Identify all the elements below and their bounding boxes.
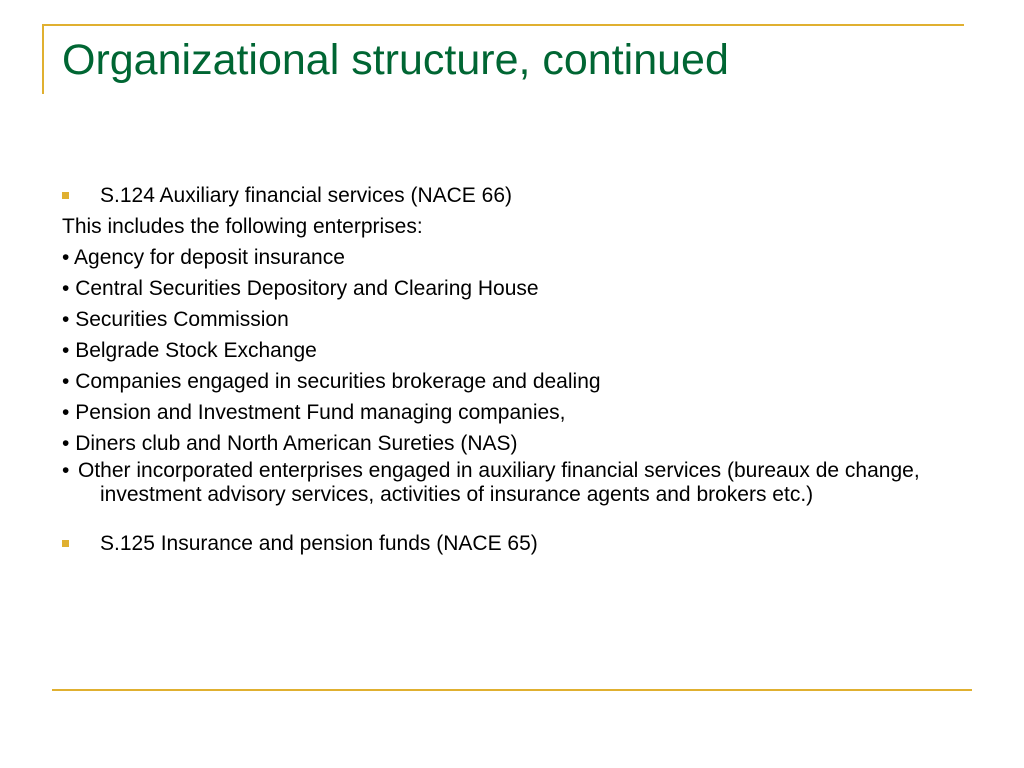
bullet-icon: • [62,277,70,300]
bullet-icon: • [62,401,70,424]
list-item-text: Other incorporated enterprises engaged in auxiliary financial services (bureaux de change, investment advisory services, activities of insurance agents and brokers etc.) [78,459,920,506]
list-item-text: Securities Commission [75,308,289,331]
section-s124-intro: This includes the following enterprises: [62,215,423,238]
list-item-text: Diners club and North American Sureties (NAS) [75,432,518,455]
square-bullet-icon [62,192,69,199]
list-item-text: Pension and Investment Fund managing companies, [75,401,566,424]
bullet-icon: • [62,246,70,269]
list-item-text: Agency for deposit insurance [74,246,345,269]
list-item-text: Companies engaged in securities brokerage and dealing [75,370,601,393]
bullet-icon: • [62,459,70,482]
spacer [62,507,962,528]
list-item [62,242,962,273]
list-item [62,273,962,304]
bullet-icon: • [62,370,70,393]
section-s124-heading [62,180,962,211]
square-bullet-icon [62,540,69,547]
bullet-icon: • [62,308,70,331]
list-item [62,428,962,459]
bullet-icon: • [62,339,70,362]
list-item [62,459,962,507]
list-item [62,304,962,335]
top-rule [42,24,964,26]
slide-body [62,180,962,559]
slide-title: Organizational structure, continued [62,36,729,84]
list-item [62,366,962,397]
section-s125-heading-text: S.125 Insurance and pension funds (NACE 65) [100,532,538,555]
bullet-icon: • [62,432,70,455]
list-item [62,335,962,366]
bottom-rule [52,689,972,691]
section-s124-heading-text: S.124 Auxiliary financial services (NACE 66) [100,184,513,207]
section-s125-heading [62,528,962,559]
list-item-text: Belgrade Stock Exchange [75,339,317,362]
left-rule [42,24,44,94]
list-item-text: Central Securities Depository and Clearing House [75,277,539,300]
list-item [62,397,962,428]
